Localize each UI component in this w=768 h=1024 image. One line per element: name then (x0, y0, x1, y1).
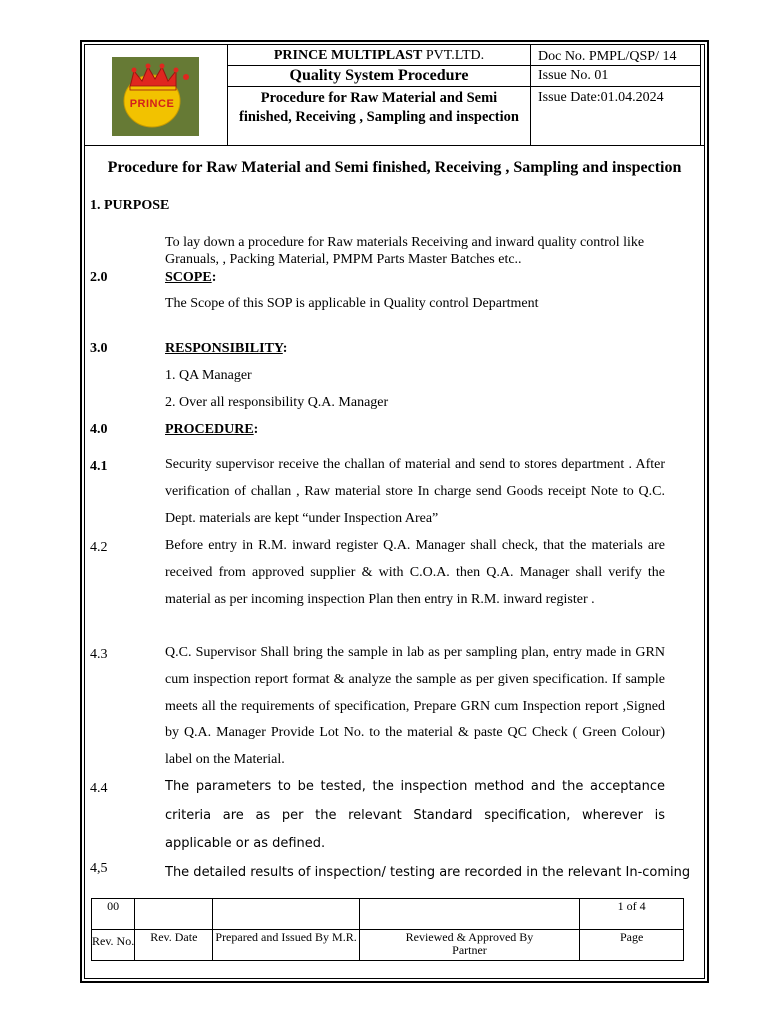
doc-number: Doc No. PMPL/QSP/ 14 (538, 49, 677, 64)
step-4-5-number: 4,5 (90, 861, 108, 876)
step-4-4-number: 4.4 (90, 781, 108, 796)
company-name-bold: PRINCE MULTIPLAST (273, 48, 423, 63)
step-4-2-number: 4.2 (90, 540, 108, 555)
company-logo (112, 57, 199, 136)
step-4-1-text: Security supervisor receive the challan of material and send to stores department . After verification of challan , Raw material store In charge send Goods receipt Note to Q.C. Dept. materials are kept “under Inspection Area” (165, 457, 665, 526)
rev-no-value: 00 (92, 899, 135, 930)
step-4-5-text: The detailed results of inspection/ testing are recorded in the relevant In-coming (165, 865, 691, 880)
rev-no-label: Rev. No. (92, 930, 135, 961)
rev-date-value (135, 899, 213, 930)
page-label: Page (580, 930, 684, 961)
step-4-1-number: 4.1 (90, 459, 108, 474)
scope-number: 2.0 (90, 270, 108, 285)
company-name (228, 47, 530, 64)
procedure-heading-colon: : (253, 422, 259, 437)
page-value: 1 of 4 (580, 899, 684, 930)
header-row-rule-1 (227, 65, 700, 66)
system-title: Quality System Procedure (289, 67, 469, 84)
procedure-heading (165, 421, 258, 438)
scope-text: The Scope of this SOP is applicable in Quality control Department (165, 296, 539, 311)
procedure-title-header: Procedure for Raw Material and Semi finished, Receiving , Sampling and inspection (239, 90, 519, 125)
responsibility-heading-label: RESPONSIBILITY (165, 341, 283, 356)
prepared-label: Prepared and Issued By M.R. (213, 930, 359, 961)
reviewed-value (359, 899, 579, 930)
scope-heading-colon: : (211, 270, 217, 285)
logo-wordmark: PRINCE (129, 98, 175, 110)
issue-date: Issue Date:01.04.2024 (538, 90, 664, 105)
header-row-rule-2 (227, 86, 700, 87)
procedure-number: 4.0 (90, 422, 108, 437)
purpose-text: To lay down a procedure for Raw materials Receiving and inward quality control like Granuals, , Packing Material, PMPM Parts Master Batches etc.. (165, 235, 645, 267)
issue-number: Issue No. 01 (538, 68, 609, 83)
header-right-edge (700, 45, 701, 145)
reviewed-label: Reviewed & Approved By Partner (359, 930, 579, 961)
revision-footer-table (91, 898, 684, 961)
scope-heading (165, 269, 216, 286)
responsibility-heading (165, 340, 287, 357)
page-title: Procedure for Raw Material and Semi finished, Receiving , Sampling and inspection (107, 159, 682, 176)
step-4-3-text: Q.C. Supervisor Shall bring the sample in lab as per sampling plan, entry made in GRN cum inspection report format & analyze the sample as per given specification. If sample meets all the requirements of specification, Prepare GRN cum Inspection report ,Signed by Q.A. Manager Provide Lot No. to the material & paste QC Check ( Green Colour) label on the Material. (165, 645, 665, 768)
header-bottom-rule (84, 145, 705, 146)
scope-heading-label: SCOPE (165, 270, 212, 285)
responsibility-number: 3.0 (90, 341, 108, 356)
procedure-heading-label: PROCEDURE (165, 422, 254, 437)
company-name-suffix: PVT.LTD. (422, 48, 485, 63)
step-4-3-number: 4.3 (90, 647, 108, 662)
purpose-heading: 1. PURPOSE (90, 198, 170, 213)
prepared-value (213, 899, 359, 930)
header-divider-right (530, 45, 531, 145)
responsibility-item-1: 1. QA Manager (165, 368, 252, 383)
step-4-2-text: Before entry in R.M. inward register Q.A. Manager shall check, that the materials are received from approved supplier & with C.O.A. then Q.A. Manager shall verify the material as per incoming inspection Plan then entry in R.M. inward register . (165, 538, 665, 607)
responsibility-item-2: 2. Over all responsibility Q.A. Manager (165, 395, 389, 410)
crown-logo-icon (112, 57, 199, 136)
step-4-4-text: The parameters to be tested, the inspection method and the acceptance criteria are as per the relevant Standard specification, wherever is applicable or as defined. (165, 779, 665, 851)
rev-date-label: Rev. Date (135, 930, 213, 961)
responsibility-heading-colon: : (282, 341, 288, 356)
